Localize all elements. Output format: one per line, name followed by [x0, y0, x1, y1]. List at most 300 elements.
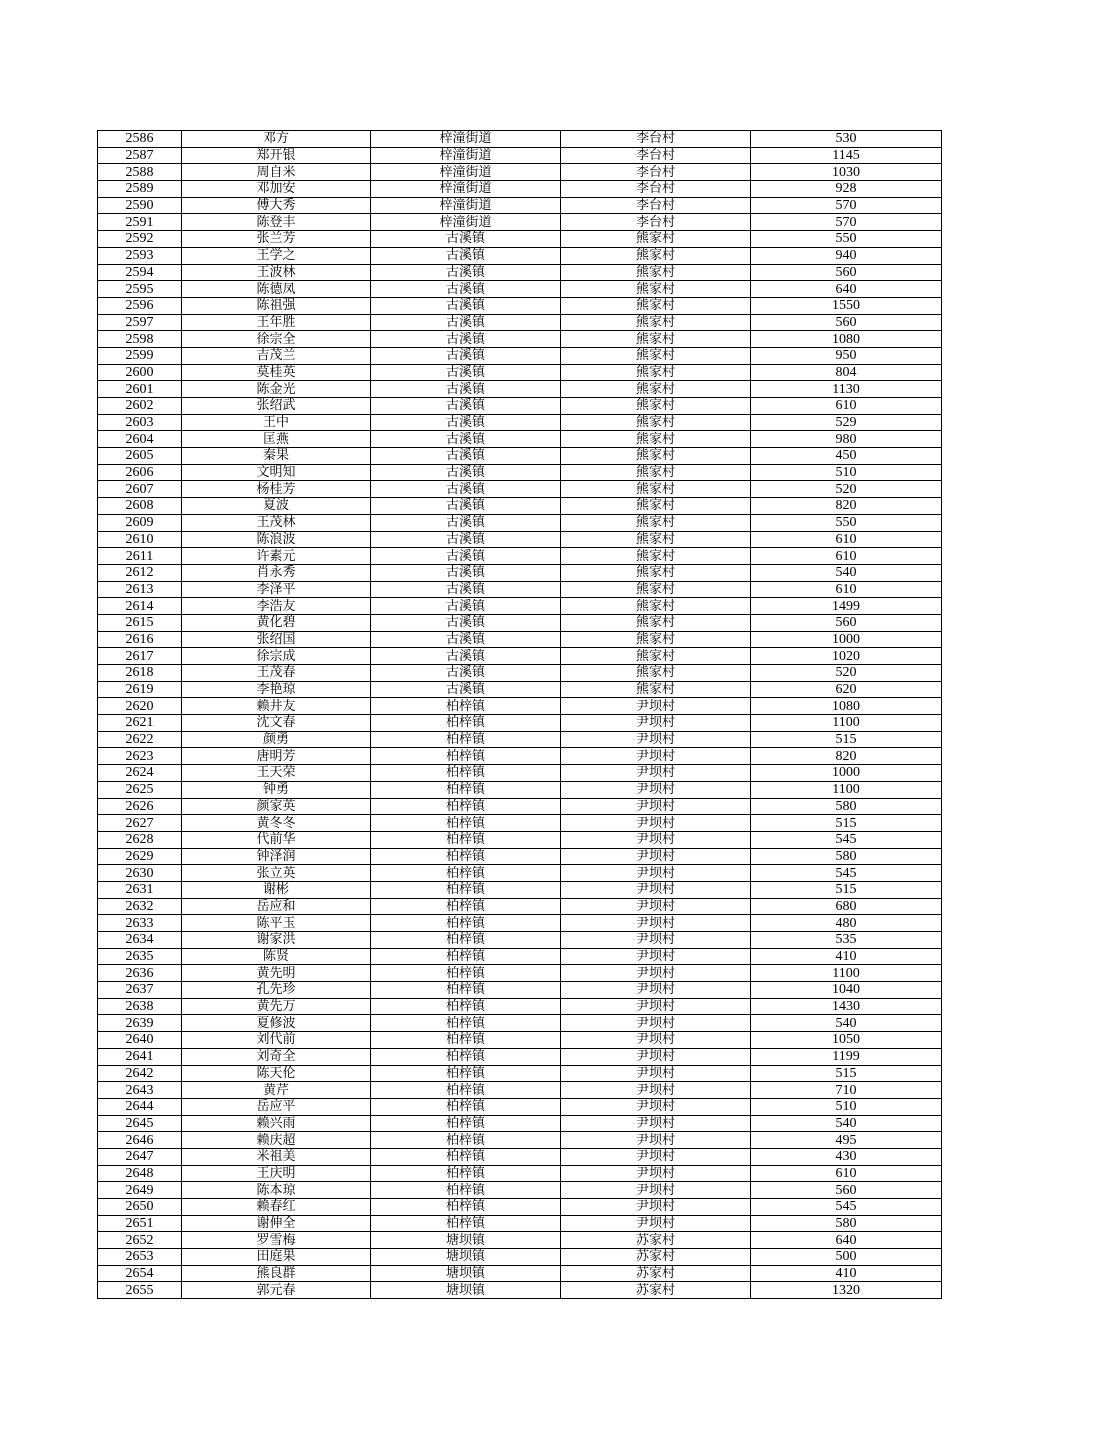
name-cell: 黄芹	[182, 1082, 371, 1099]
village-cell: 熊家村	[561, 531, 751, 548]
village-cell: 李台村	[561, 181, 751, 198]
town-cell: 柏梓镇	[371, 1015, 561, 1032]
town-cell: 梓潼街道	[371, 147, 561, 164]
row-number-cell: 2646	[98, 1132, 182, 1149]
village-cell: 熊家村	[561, 514, 751, 531]
town-cell: 古溪镇	[371, 448, 561, 465]
table-row	[98, 147, 942, 164]
village-cell: 熊家村	[561, 631, 751, 648]
town-cell: 古溪镇	[371, 247, 561, 264]
town-cell: 古溪镇	[371, 531, 561, 548]
town-cell: 柏梓镇	[371, 1182, 561, 1199]
name-cell: 刘奇全	[182, 1048, 371, 1065]
village-cell: 尹坝村	[561, 748, 751, 765]
town-cell: 古溪镇	[371, 614, 561, 631]
table-row	[98, 264, 942, 281]
town-cell: 古溪镇	[371, 598, 561, 615]
table-row	[98, 648, 942, 665]
amount-cell: 640	[751, 281, 942, 298]
table-row	[98, 281, 942, 298]
village-cell: 尹坝村	[561, 1115, 751, 1132]
town-cell: 古溪镇	[371, 481, 561, 498]
row-number-cell: 2596	[98, 297, 182, 314]
amount-cell: 580	[751, 798, 942, 815]
village-cell: 尹坝村	[561, 765, 751, 782]
town-cell: 古溪镇	[371, 431, 561, 448]
table-row	[98, 464, 942, 481]
amount-cell: 1430	[751, 998, 942, 1015]
amount-cell: 410	[751, 948, 942, 965]
table-row	[98, 414, 942, 431]
amount-cell: 545	[751, 865, 942, 882]
amount-cell: 1000	[751, 631, 942, 648]
table-row	[98, 848, 942, 865]
table-row	[98, 581, 942, 598]
table-row	[98, 1215, 942, 1232]
table-row	[98, 765, 942, 782]
row-number-cell: 2607	[98, 481, 182, 498]
table-row	[98, 915, 942, 932]
village-cell: 熊家村	[561, 464, 751, 481]
amount-cell: 804	[751, 364, 942, 381]
town-cell: 柏梓镇	[371, 1215, 561, 1232]
village-cell: 尹坝村	[561, 898, 751, 915]
row-number-cell: 2643	[98, 1082, 182, 1099]
table-row	[98, 798, 942, 815]
village-cell: 熊家村	[561, 247, 751, 264]
name-cell: 张绍武	[182, 398, 371, 415]
name-cell: 陈平玉	[182, 915, 371, 932]
village-cell: 熊家村	[561, 431, 751, 448]
amount-cell: 620	[751, 681, 942, 698]
amount-cell: 610	[751, 548, 942, 565]
name-cell: 李艳琼	[182, 681, 371, 698]
town-cell: 古溪镇	[371, 581, 561, 598]
table-row	[98, 865, 942, 882]
row-number-cell: 2610	[98, 531, 182, 548]
town-cell: 古溪镇	[371, 381, 561, 398]
town-cell: 古溪镇	[371, 665, 561, 682]
row-number-cell: 2626	[98, 798, 182, 815]
village-cell: 尹坝村	[561, 998, 751, 1015]
village-cell: 尹坝村	[561, 831, 751, 848]
village-cell: 尹坝村	[561, 781, 751, 798]
village-cell: 李台村	[561, 197, 751, 214]
amount-cell: 1040	[751, 982, 942, 999]
town-cell: 古溪镇	[371, 648, 561, 665]
amount-cell: 820	[751, 498, 942, 515]
name-cell: 邓加安	[182, 181, 371, 198]
town-cell: 柏梓镇	[371, 948, 561, 965]
amount-cell: 1199	[751, 1048, 942, 1065]
name-cell: 许素元	[182, 548, 371, 565]
town-cell: 古溪镇	[371, 498, 561, 515]
row-number-cell: 2612	[98, 564, 182, 581]
town-cell: 柏梓镇	[371, 1048, 561, 1065]
town-cell: 柏梓镇	[371, 932, 561, 949]
town-cell: 古溪镇	[371, 514, 561, 531]
row-number-cell: 2594	[98, 264, 182, 281]
name-cell: 夏波	[182, 498, 371, 515]
name-cell: 李浩友	[182, 598, 371, 615]
row-number-cell: 2629	[98, 848, 182, 865]
row-number-cell: 2601	[98, 381, 182, 398]
village-cell: 尹坝村	[561, 1148, 751, 1165]
row-number-cell: 2641	[98, 1048, 182, 1065]
village-cell: 李台村	[561, 164, 751, 181]
amount-cell: 1100	[751, 715, 942, 732]
row-number-cell: 2628	[98, 831, 182, 848]
table-row	[98, 297, 942, 314]
town-cell: 柏梓镇	[371, 731, 561, 748]
table-row	[98, 364, 942, 381]
village-cell: 熊家村	[561, 281, 751, 298]
row-number-cell: 2611	[98, 548, 182, 565]
village-cell: 尹坝村	[561, 1065, 751, 1082]
amount-cell: 610	[751, 581, 942, 598]
row-number-cell: 2639	[98, 1015, 182, 1032]
town-cell: 塘坝镇	[371, 1249, 561, 1266]
town-cell: 柏梓镇	[371, 898, 561, 915]
name-cell: 岳应和	[182, 898, 371, 915]
town-cell: 古溪镇	[371, 264, 561, 281]
name-cell: 钟泽润	[182, 848, 371, 865]
table-row	[98, 498, 942, 515]
amount-cell: 520	[751, 665, 942, 682]
table-row	[98, 998, 942, 1015]
row-number-cell: 2633	[98, 915, 182, 932]
village-cell: 尹坝村	[561, 948, 751, 965]
table-row	[98, 247, 942, 264]
data-table	[97, 130, 942, 1299]
town-cell: 古溪镇	[371, 347, 561, 364]
name-cell: 颜勇	[182, 731, 371, 748]
name-cell: 杨桂芳	[182, 481, 371, 498]
row-number-cell: 2647	[98, 1148, 182, 1165]
table-row	[98, 965, 942, 982]
village-cell: 尹坝村	[561, 715, 751, 732]
amount-cell: 410	[751, 1265, 942, 1282]
amount-cell: 1030	[751, 164, 942, 181]
town-cell: 梓潼街道	[371, 181, 561, 198]
amount-cell: 950	[751, 347, 942, 364]
name-cell: 郑开银	[182, 147, 371, 164]
village-cell: 熊家村	[561, 381, 751, 398]
name-cell: 陈天伦	[182, 1065, 371, 1082]
name-cell: 黄化碧	[182, 614, 371, 631]
town-cell: 柏梓镇	[371, 848, 561, 865]
row-number-cell: 2604	[98, 431, 182, 448]
amount-cell: 545	[751, 831, 942, 848]
table-row	[98, 1082, 942, 1099]
table-row	[98, 314, 942, 331]
row-number-cell: 2642	[98, 1065, 182, 1082]
name-cell: 王波林	[182, 264, 371, 281]
row-number-cell: 2592	[98, 231, 182, 248]
name-cell: 莫桂英	[182, 364, 371, 381]
row-number-cell: 2598	[98, 331, 182, 348]
table-body	[98, 131, 942, 1299]
village-cell: 熊家村	[561, 331, 751, 348]
table-row	[98, 448, 942, 465]
name-cell: 王年胜	[182, 314, 371, 331]
town-cell: 古溪镇	[371, 231, 561, 248]
amount-cell: 1130	[751, 381, 942, 398]
table-row	[98, 715, 942, 732]
town-cell: 梓潼街道	[371, 214, 561, 231]
village-cell: 李台村	[561, 131, 751, 148]
name-cell: 陈贤	[182, 948, 371, 965]
row-number-cell: 2654	[98, 1265, 182, 1282]
amount-cell: 515	[751, 731, 942, 748]
name-cell: 谢家洪	[182, 932, 371, 949]
town-cell: 柏梓镇	[371, 1065, 561, 1082]
village-cell: 熊家村	[561, 398, 751, 415]
table-row	[98, 681, 942, 698]
town-cell: 古溪镇	[371, 297, 561, 314]
name-cell: 颜家英	[182, 798, 371, 815]
row-number-cell: 2648	[98, 1165, 182, 1182]
row-number-cell: 2634	[98, 932, 182, 949]
name-cell: 王茂春	[182, 665, 371, 682]
amount-cell: 710	[751, 1082, 942, 1099]
table-row	[98, 1132, 942, 1149]
village-cell: 熊家村	[561, 681, 751, 698]
name-cell: 陈本琼	[182, 1182, 371, 1199]
village-cell: 熊家村	[561, 481, 751, 498]
row-number-cell: 2649	[98, 1182, 182, 1199]
village-cell: 熊家村	[561, 448, 751, 465]
village-cell: 熊家村	[561, 648, 751, 665]
table-row	[98, 1265, 942, 1282]
amount-cell: 530	[751, 131, 942, 148]
row-number-cell: 2632	[98, 898, 182, 915]
name-cell: 唐明芳	[182, 748, 371, 765]
village-cell: 尹坝村	[561, 881, 751, 898]
table-row	[98, 347, 942, 364]
row-number-cell: 2588	[98, 164, 182, 181]
table-row	[98, 381, 942, 398]
name-cell: 周自米	[182, 164, 371, 181]
amount-cell: 1550	[751, 297, 942, 314]
row-number-cell: 2619	[98, 681, 182, 698]
village-cell: 熊家村	[561, 665, 751, 682]
name-cell: 陈金光	[182, 381, 371, 398]
amount-cell: 1080	[751, 331, 942, 348]
village-cell: 尹坝村	[561, 698, 751, 715]
name-cell: 文明知	[182, 464, 371, 481]
row-number-cell: 2616	[98, 631, 182, 648]
row-number-cell: 2617	[98, 648, 182, 665]
row-number-cell: 2595	[98, 281, 182, 298]
amount-cell: 570	[751, 214, 942, 231]
village-cell: 苏家村	[561, 1282, 751, 1299]
amount-cell: 610	[751, 531, 942, 548]
village-cell: 尹坝村	[561, 1048, 751, 1065]
village-cell: 熊家村	[561, 598, 751, 615]
name-cell: 张立英	[182, 865, 371, 882]
amount-cell: 1100	[751, 781, 942, 798]
name-cell: 罗雪梅	[182, 1232, 371, 1249]
name-cell: 王庆明	[182, 1165, 371, 1182]
amount-cell: 515	[751, 815, 942, 832]
name-cell: 黄先明	[182, 965, 371, 982]
town-cell: 柏梓镇	[371, 831, 561, 848]
name-cell: 赖井友	[182, 698, 371, 715]
name-cell: 沈文春	[182, 715, 371, 732]
name-cell: 米祖美	[182, 1148, 371, 1165]
amount-cell: 570	[751, 197, 942, 214]
amount-cell: 1020	[751, 648, 942, 665]
row-number-cell: 2655	[98, 1282, 182, 1299]
town-cell: 古溪镇	[371, 564, 561, 581]
name-cell: 熊良群	[182, 1265, 371, 1282]
row-number-cell: 2620	[98, 698, 182, 715]
amount-cell: 515	[751, 881, 942, 898]
name-cell: 秦果	[182, 448, 371, 465]
town-cell: 古溪镇	[371, 398, 561, 415]
town-cell: 柏梓镇	[371, 1199, 561, 1216]
table-row	[98, 181, 942, 198]
town-cell: 柏梓镇	[371, 698, 561, 715]
row-number-cell: 2637	[98, 982, 182, 999]
table-row	[98, 948, 942, 965]
village-cell: 尹坝村	[561, 1082, 751, 1099]
name-cell: 王茂林	[182, 514, 371, 531]
town-cell: 柏梓镇	[371, 798, 561, 815]
amount-cell: 430	[751, 1148, 942, 1165]
village-cell: 熊家村	[561, 314, 751, 331]
row-number-cell: 2602	[98, 398, 182, 415]
row-number-cell: 2600	[98, 364, 182, 381]
name-cell: 徐宗全	[182, 331, 371, 348]
village-cell: 尹坝村	[561, 731, 751, 748]
table-row	[98, 531, 942, 548]
row-number-cell: 2624	[98, 765, 182, 782]
row-number-cell: 2605	[98, 448, 182, 465]
name-cell: 王天荣	[182, 765, 371, 782]
town-cell: 柏梓镇	[371, 865, 561, 882]
table-row	[98, 131, 942, 148]
amount-cell: 515	[751, 1065, 942, 1082]
town-cell: 梓潼街道	[371, 197, 561, 214]
village-cell: 熊家村	[561, 364, 751, 381]
row-number-cell: 2638	[98, 998, 182, 1015]
village-cell: 尹坝村	[561, 1165, 751, 1182]
amount-cell: 1320	[751, 1282, 942, 1299]
town-cell: 柏梓镇	[371, 781, 561, 798]
amount-cell: 928	[751, 181, 942, 198]
table-row	[98, 564, 942, 581]
village-cell: 李台村	[561, 147, 751, 164]
town-cell: 柏梓镇	[371, 881, 561, 898]
town-cell: 柏梓镇	[371, 1132, 561, 1149]
town-cell: 梓潼街道	[371, 131, 561, 148]
row-number-cell: 2597	[98, 314, 182, 331]
amount-cell: 520	[751, 481, 942, 498]
name-cell: 徐宗成	[182, 648, 371, 665]
amount-cell: 560	[751, 314, 942, 331]
amount-cell: 1000	[751, 765, 942, 782]
table-row	[98, 231, 942, 248]
table-row	[98, 331, 942, 348]
name-cell: 黄冬冬	[182, 815, 371, 832]
village-cell: 尹坝村	[561, 1015, 751, 1032]
amount-cell: 1080	[751, 698, 942, 715]
name-cell: 田庭果	[182, 1249, 371, 1266]
town-cell: 古溪镇	[371, 464, 561, 481]
name-cell: 钟勇	[182, 781, 371, 798]
town-cell: 柏梓镇	[371, 765, 561, 782]
row-number-cell: 2653	[98, 1249, 182, 1266]
row-number-cell: 2615	[98, 614, 182, 631]
table-row	[98, 514, 942, 531]
village-cell: 熊家村	[561, 498, 751, 515]
amount-cell: 1100	[751, 965, 942, 982]
town-cell: 古溪镇	[371, 681, 561, 698]
village-cell: 熊家村	[561, 564, 751, 581]
town-cell: 柏梓镇	[371, 915, 561, 932]
village-cell: 尹坝村	[561, 1199, 751, 1216]
town-cell: 柏梓镇	[371, 1165, 561, 1182]
town-cell: 塘坝镇	[371, 1282, 561, 1299]
amount-cell: 545	[751, 1199, 942, 1216]
amount-cell: 540	[751, 564, 942, 581]
town-cell: 塘坝镇	[371, 1232, 561, 1249]
amount-cell: 510	[751, 464, 942, 481]
table-row	[98, 398, 942, 415]
town-cell: 梓潼街道	[371, 164, 561, 181]
name-cell: 赖兴雨	[182, 1115, 371, 1132]
village-cell: 熊家村	[561, 548, 751, 565]
name-cell: 谢彬	[182, 881, 371, 898]
village-cell: 尹坝村	[561, 815, 751, 832]
table-row	[98, 698, 942, 715]
amount-cell: 940	[751, 247, 942, 264]
town-cell: 古溪镇	[371, 414, 561, 431]
row-number-cell: 2645	[98, 1115, 182, 1132]
village-cell: 熊家村	[561, 581, 751, 598]
amount-cell: 550	[751, 514, 942, 531]
amount-cell: 980	[751, 431, 942, 448]
name-cell: 匡燕	[182, 431, 371, 448]
village-cell: 熊家村	[561, 614, 751, 631]
village-cell: 尹坝村	[561, 798, 751, 815]
name-cell: 陈德凤	[182, 281, 371, 298]
amount-cell: 480	[751, 915, 942, 932]
town-cell: 古溪镇	[371, 281, 561, 298]
amount-cell: 680	[751, 898, 942, 915]
table-row	[98, 1115, 942, 1132]
village-cell: 尹坝村	[561, 965, 751, 982]
name-cell: 王中	[182, 414, 371, 431]
table-row	[98, 731, 942, 748]
name-cell: 陈浪波	[182, 531, 371, 548]
table-row	[98, 481, 942, 498]
name-cell: 张绍国	[182, 631, 371, 648]
row-number-cell: 2591	[98, 214, 182, 231]
row-number-cell: 2614	[98, 598, 182, 615]
row-number-cell: 2618	[98, 665, 182, 682]
town-cell: 古溪镇	[371, 331, 561, 348]
table-row	[98, 1032, 942, 1049]
name-cell: 王学之	[182, 247, 371, 264]
row-number-cell: 2599	[98, 347, 182, 364]
table-row	[98, 1065, 942, 1082]
village-cell: 熊家村	[561, 264, 751, 281]
row-number-cell: 2631	[98, 881, 182, 898]
amount-cell: 550	[751, 231, 942, 248]
